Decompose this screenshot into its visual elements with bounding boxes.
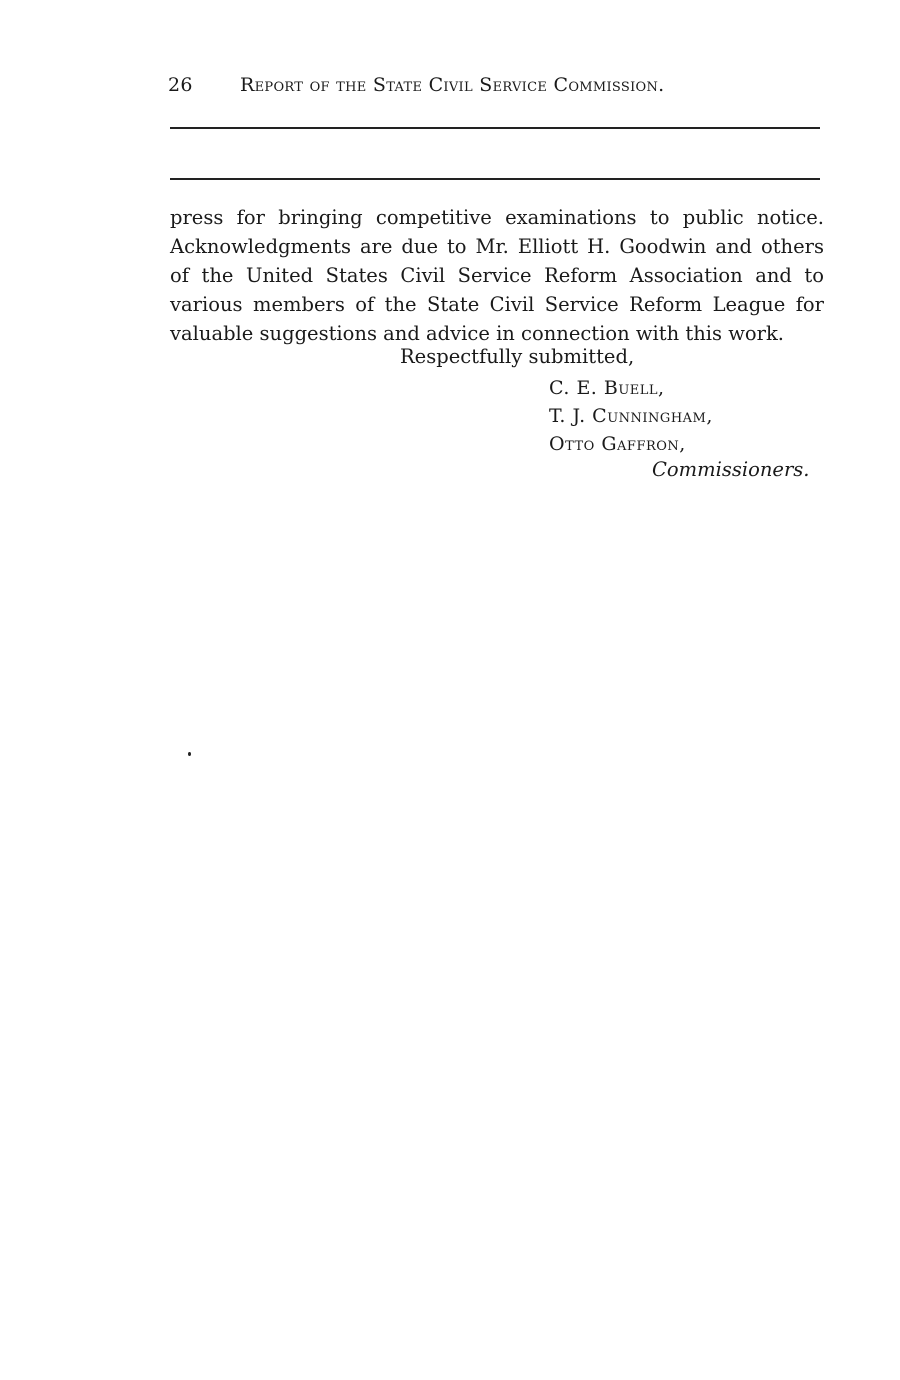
signer-role: Commissioners. <box>652 458 810 481</box>
header-rule-top <box>170 127 820 129</box>
header-rule-bottom <box>170 178 820 180</box>
signer-name: T. J. Cunningham, <box>549 405 713 427</box>
text-line: various members of the State Civil Service Reform League for <box>170 293 824 316</box>
running-title: Report of the State Civil Service Commission. <box>240 74 665 96</box>
text-line: Acknowledgments are due to Mr. Elliott H. Goodwin and others <box>170 235 824 258</box>
body-paragraph <box>170 203 824 348</box>
ink-speck <box>188 752 191 756</box>
text-line: valuable suggestions and advice in connection with this work. <box>170 322 784 345</box>
page-number: 26 <box>168 74 193 96</box>
signer-name: C. E. Buell, <box>549 377 665 399</box>
signer-name: Otto Gaffron, <box>549 433 686 455</box>
text-line: of the United States Civil Service Reform Association and to <box>170 264 824 287</box>
closing-phrase: Respectfully submitted, <box>400 345 635 368</box>
running-head <box>168 74 818 104</box>
text-line: press for bringing competitive examinations to public notice. <box>170 206 824 229</box>
